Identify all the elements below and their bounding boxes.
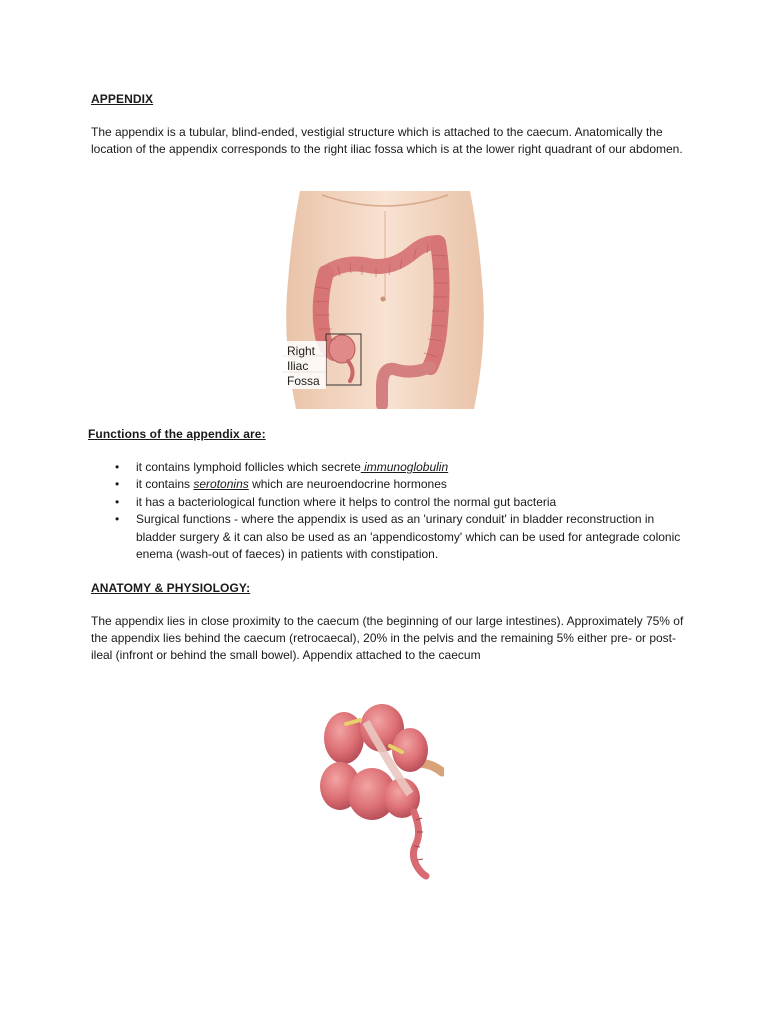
anatomy-heading: ANATOMY & PHYSIOLOGY: <box>91 581 251 595</box>
bullet-icon: • <box>115 460 120 474</box>
list-item: • it has a bacteriological function where it helps to control the normal gut bacteria <box>91 494 691 511</box>
appendix <box>413 812 426 876</box>
bullet-icon: • <box>115 477 120 492</box>
navel <box>381 297 386 302</box>
functions-list <box>91 459 691 563</box>
caecum-svg <box>318 702 444 880</box>
list-item: • it contains lymphoid follicles which secrete immunoglobulin <box>91 459 691 476</box>
page-title: APPENDIX <box>91 92 154 106</box>
large-intestine-illustration <box>282 191 488 409</box>
list-item: • Surgical functions - where the appendix is used as an 'urinary conduit' in bladder reconstruction in bladder surgery & it can also be used as an 'appendicostomy' which can be used for antegrade colonic enema (wash-out of faeces) in patients with constipation. <box>115 512 681 562</box>
intro-paragraph: The appendix is a tubular, blind-ended, vestigial structure which is attached to the caecum. Anatomically the location of the appendix corresponds to the right iliac fossa which is at the lower right quadrant of our abdomen. <box>91 125 683 156</box>
bullet-icon: • <box>115 494 120 509</box>
torso-svg <box>282 191 488 409</box>
anatomy-paragraph: The appendix lies in close proximity to the caecum (the beginning of our large intestines). Approximately 75% of the appendix lies behind the caecum (retrocaecal), 20% in the pelvis and the remaining 5% either pre- or post-ileal (infront or behind the small bowel). Appendix attached to the caecum <box>91 614 684 662</box>
figure-label-iliac: Iliac <box>287 359 309 373</box>
caecum-appendix-illustration <box>318 702 444 880</box>
list-item: • it contains serotonins which are neuroendocrine hormones <box>91 476 691 493</box>
figure-label-right: Right <box>287 344 316 358</box>
functions-heading: Functions of the appendix are: <box>88 427 266 441</box>
bullet-icon: • <box>115 512 120 527</box>
figure-label-fossa: Fossa <box>287 374 320 388</box>
